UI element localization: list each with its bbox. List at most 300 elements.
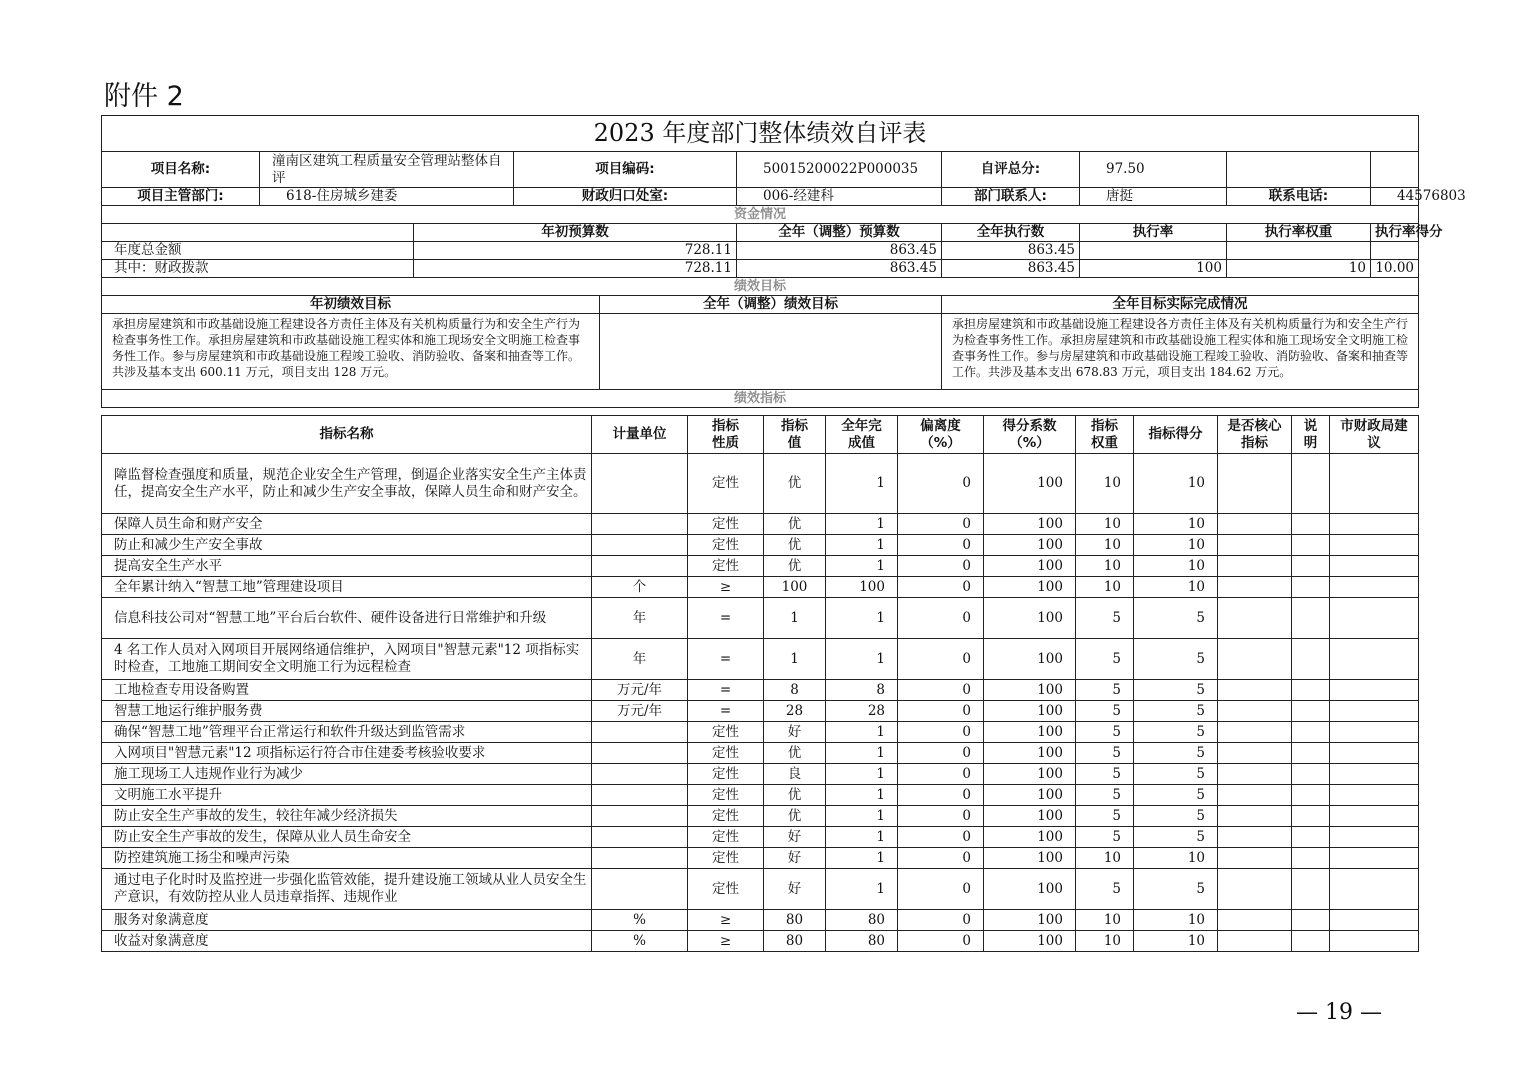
indicator-advice: [1330, 701, 1419, 722]
indicator-score: 10: [1134, 910, 1218, 931]
indicator-unit: [592, 848, 688, 869]
indicator-core: [1218, 848, 1292, 869]
indicator-note: [1292, 514, 1330, 535]
indicator-nature: 定性: [688, 556, 764, 577]
indicator-target: 优: [764, 806, 826, 827]
indicator-weight: 5: [1076, 722, 1134, 743]
indicator-deviation: 0: [898, 680, 984, 701]
indicator-coef: 100: [984, 722, 1076, 743]
indicator-note: [1292, 806, 1330, 827]
indicator-note: [1292, 680, 1330, 701]
indicator-unit: [592, 722, 688, 743]
indicator-deviation: 0: [898, 454, 984, 514]
funds-cell: 100: [1080, 260, 1227, 278]
phone-label: 联系电话:: [1227, 188, 1371, 206]
indicator-deviation: 0: [898, 806, 984, 827]
indicator-name: 障监督检查强度和质量，规范企业安全生产管理，倒逼企业落实安全生产主体责任，提高安全生产水平，防止和减少生产安全事故，保障人员生命和财产安全。: [102, 454, 592, 514]
indicator-header-score: 指标得分: [1134, 416, 1218, 454]
indicator-header-target: 指标值: [764, 416, 826, 454]
indicator-score: 10: [1134, 556, 1218, 577]
indicator-score: 10: [1134, 848, 1218, 869]
indicator-core: [1218, 639, 1292, 680]
finance-label: 财政归口处室:: [514, 188, 737, 206]
indicator-note: [1292, 701, 1330, 722]
indicator-core: [1218, 514, 1292, 535]
indicator-deviation: 0: [898, 535, 984, 556]
indicator-note: [1292, 827, 1330, 848]
indicator-row: [102, 680, 1419, 701]
attachment-label: 附件 2: [104, 81, 184, 112]
indicator-score: 5: [1134, 785, 1218, 806]
indicator-target: 优: [764, 556, 826, 577]
indicator-note: [1292, 639, 1330, 680]
indicator-row: [102, 827, 1419, 848]
indicator-target: 优: [764, 743, 826, 764]
indicator-row: [102, 639, 1419, 680]
indicator-header-deviation: 偏离度（%）: [898, 416, 984, 454]
funds-cell: 863.45: [942, 242, 1080, 260]
indicator-name: 提高安全生产水平: [102, 556, 592, 577]
indicator-nature: =: [688, 639, 764, 680]
indicator-nature: 定性: [688, 514, 764, 535]
indicators-section-title: 绩效指标: [102, 390, 1419, 408]
indicator-score: 5: [1134, 722, 1218, 743]
indicator-advice: [1330, 680, 1419, 701]
indicator-nature: 定性: [688, 848, 764, 869]
indicator-header-name: 指标名称: [102, 416, 592, 454]
goals-header-initial: 年初绩效目标: [102, 296, 600, 314]
indicator-header-weight: 指标权重: [1076, 416, 1134, 454]
indicator-row: [102, 869, 1419, 910]
indicator-name: 通过电子化时时及监控进一步强化监管效能，提升建设施工领域从业人员安全生产意识，有效防控从业人员违章指挥、违规作业: [102, 869, 592, 910]
indicator-name: 入网项目"智慧元素"12 项指标运行符合市住建委考核验收要求: [102, 743, 592, 764]
funds-header-score: 执行率得分: [1371, 224, 1419, 242]
indicator-actual: 1: [826, 598, 898, 639]
indicator-row: [102, 848, 1419, 869]
goals-actual-text: 承担房屋建筑和市政基础设施工程建设各方责任主体及有关机构质量行为和安全生产行为检查事务性工作。承担房屋建筑和市政基础设施工程实体和施工现场安全文明施工检查事务性工作。参与房屋建筑和市政基础设施工程竣工验收、消防验收、备案和抽查等工作。共涉及基本支出 678.83 万元，项目支出 184.62 万元。: [942, 314, 1419, 390]
indicator-unit: %: [592, 931, 688, 952]
indicator-actual: 80: [826, 931, 898, 952]
indicator-core: [1218, 806, 1292, 827]
indicator-note: [1292, 743, 1330, 764]
score-value: 97.50: [1080, 152, 1227, 188]
indicator-deviation: 0: [898, 931, 984, 952]
indicator-note: [1292, 848, 1330, 869]
indicator-advice: [1330, 514, 1419, 535]
indicator-name: 防止安全生产事故的发生，较往年减少经济损失: [102, 806, 592, 827]
indicator-actual: 1: [826, 722, 898, 743]
indicator-coef: 100: [984, 785, 1076, 806]
indicator-row: [102, 910, 1419, 931]
indicator-nature: ≥: [688, 577, 764, 598]
indicator-target: 好: [764, 869, 826, 910]
indicator-target: 好: [764, 722, 826, 743]
indicator-deviation: 0: [898, 514, 984, 535]
indicator-advice: [1330, 722, 1419, 743]
indicator-actual: 80: [826, 910, 898, 931]
indicator-row: [102, 743, 1419, 764]
indicator-deviation: 0: [898, 577, 984, 598]
funds-cell: 863.45: [737, 260, 942, 278]
indicator-advice: [1330, 556, 1419, 577]
indicator-nature: 定性: [688, 869, 764, 910]
indicator-deviation: 0: [898, 722, 984, 743]
indicator-note: [1292, 785, 1330, 806]
indicator-advice: [1330, 910, 1419, 931]
goals-section-title: 绩效目标: [102, 278, 1419, 296]
indicator-note: [1292, 764, 1330, 785]
indicator-target: 优: [764, 514, 826, 535]
indicator-nature: ≥: [688, 910, 764, 931]
indicator-advice: [1330, 743, 1419, 764]
indicator-deviation: 0: [898, 639, 984, 680]
indicator-unit: 年: [592, 639, 688, 680]
indicator-nature: =: [688, 701, 764, 722]
indicator-actual: 1: [826, 454, 898, 514]
indicator-core: [1218, 556, 1292, 577]
indicator-advice: [1330, 848, 1419, 869]
indicator-score: 5: [1134, 598, 1218, 639]
indicator-target: 1: [764, 639, 826, 680]
indicator-target: 100: [764, 577, 826, 598]
indicator-row: [102, 514, 1419, 535]
indicator-name: 确保“智慧工地”管理平台正常运行和软件升级达到监管需求: [102, 722, 592, 743]
indicator-actual: 1: [826, 785, 898, 806]
indicator-score: 10: [1134, 514, 1218, 535]
indicator-score: 10: [1134, 931, 1218, 952]
funds-row: [102, 242, 1419, 260]
indicator-actual: 1: [826, 764, 898, 785]
indicator-name: 防止和减少生产安全事故: [102, 535, 592, 556]
indicator-advice: [1330, 827, 1419, 848]
indicator-advice: [1330, 806, 1419, 827]
indicator-deviation: 0: [898, 785, 984, 806]
indicator-unit: [592, 454, 688, 514]
goals-adjusted-text: [600, 314, 942, 390]
indicator-actual: 1: [826, 806, 898, 827]
funds-cell: [1080, 242, 1227, 260]
indicator-unit: [592, 827, 688, 848]
indicator-note: [1292, 869, 1330, 910]
funds-cell: 10.00: [1371, 260, 1419, 278]
indicator-nature: 定性: [688, 535, 764, 556]
indicator-coef: 100: [984, 556, 1076, 577]
indicator-name: 施工现场工人违规作业行为减少: [102, 764, 592, 785]
indicator-target: 80: [764, 910, 826, 931]
indicator-note: [1292, 556, 1330, 577]
indicator-target: 优: [764, 454, 826, 514]
indicator-unit: [592, 869, 688, 910]
indicator-core: [1218, 701, 1292, 722]
summary-table: [101, 115, 1466, 408]
indicator-unit: [592, 535, 688, 556]
indicator-name: 服务对象满意度: [102, 910, 592, 931]
indicator-header-note: 说明: [1292, 416, 1330, 454]
indicator-actual: 1: [826, 639, 898, 680]
indicator-core: [1218, 680, 1292, 701]
indicator-advice: [1330, 785, 1419, 806]
indicator-name: 全年累计纳入“智慧工地”管理建设项目: [102, 577, 592, 598]
indicator-unit: [592, 514, 688, 535]
indicator-deviation: 0: [898, 701, 984, 722]
funds-header-rate: 执行率: [1080, 224, 1227, 242]
funds-cell: [1371, 242, 1419, 260]
indicator-actual: 1: [826, 848, 898, 869]
page-title: 2023 年度部门整体绩效自评表: [102, 116, 1419, 152]
funds-cell: 728.11: [414, 242, 737, 260]
funds-header-adjusted: 全年（调整）预算数: [737, 224, 942, 242]
goals-initial-text: 承担房屋建筑和市政基础设施工程建设各方责任主体及有关机构质量行为和安全生产行为检查事务性工作。承担房屋建筑和市政基础设施工程实体和施工现场安全文明施工检查事务性工作。参与房屋建筑和市政基础设施工程竣工验收、消防验收、备案和抽查等工作。共涉及基本支出 600.11 万元，项目支出 128 万元。: [102, 314, 600, 390]
indicator-row: [102, 701, 1419, 722]
indicator-nature: 定性: [688, 827, 764, 848]
indicator-name: 保障人员生命和财产安全: [102, 514, 592, 535]
indicator-advice: [1330, 454, 1419, 514]
indicator-target: 80: [764, 931, 826, 952]
dept-label: 项目主管部门:: [102, 188, 260, 206]
indicator-coef: 100: [984, 514, 1076, 535]
indicator-core: [1218, 743, 1292, 764]
indicator-score: 5: [1134, 743, 1218, 764]
indicator-deviation: 0: [898, 910, 984, 931]
indicator-actual: 1: [826, 535, 898, 556]
indicator-core: [1218, 827, 1292, 848]
indicator-advice: [1330, 535, 1419, 556]
indicator-deviation: 0: [898, 743, 984, 764]
goals-header-adjusted: 全年（调整）绩效目标: [600, 296, 942, 314]
indicator-row: [102, 722, 1419, 743]
indicator-note: [1292, 931, 1330, 952]
indicator-deviation: 0: [898, 598, 984, 639]
indicator-name: 防止安全生产事故的发生，保障从业人员生命安全: [102, 827, 592, 848]
indicator-weight: 10: [1076, 535, 1134, 556]
project-name-value: 潼南区建筑工程质量安全管理站整体自评: [260, 152, 514, 188]
indicator-name: 防控建筑施工扬尘和噪声污染: [102, 848, 592, 869]
indicator-target: 1: [764, 598, 826, 639]
indicator-unit: [592, 556, 688, 577]
project-code-label: 项目编码:: [514, 152, 737, 188]
indicator-coef: 100: [984, 869, 1076, 910]
indicator-coef: 100: [984, 910, 1076, 931]
indicator-name: 4 名工作人员对入网项目开展网络通信维护，入网项目"智慧元素"12 项指标实时检查，工地施工期间安全文明施工行为远程检查: [102, 639, 592, 680]
indicator-target: 优: [764, 785, 826, 806]
indicator-name: 收益对象满意度: [102, 931, 592, 952]
funds-row-label: 年度总金额: [102, 242, 414, 260]
indicator-advice: [1330, 869, 1419, 910]
indicator-unit: [592, 764, 688, 785]
indicator-nature: =: [688, 598, 764, 639]
indicator-weight: 5: [1076, 764, 1134, 785]
indicator-weight: 10: [1076, 931, 1134, 952]
indicator-core: [1218, 785, 1292, 806]
indicator-target: 好: [764, 827, 826, 848]
indicator-header-actual: 全年完成值: [826, 416, 898, 454]
project-code-value: 50015200022P000035: [737, 152, 942, 188]
indicator-target: 28: [764, 701, 826, 722]
indicator-actual: 100: [826, 577, 898, 598]
indicator-actual: 1: [826, 556, 898, 577]
indicator-unit: 万元/年: [592, 680, 688, 701]
funds-cell: 863.45: [942, 260, 1080, 278]
indicator-weight: 5: [1076, 680, 1134, 701]
indicator-weight: 5: [1076, 827, 1134, 848]
indicator-row: [102, 556, 1419, 577]
indicator-score: 5: [1134, 869, 1218, 910]
contact-value: 唐挺: [1080, 188, 1227, 206]
indicator-unit: [592, 743, 688, 764]
indicator-row: [102, 806, 1419, 827]
indicator-coef: 100: [984, 848, 1076, 869]
indicator-note: [1292, 910, 1330, 931]
indicator-unit: [592, 785, 688, 806]
indicator-core: [1218, 722, 1292, 743]
indicator-weight: 5: [1076, 869, 1134, 910]
indicator-row: [102, 577, 1419, 598]
indicator-score: 10: [1134, 577, 1218, 598]
indicator-actual: 28: [826, 701, 898, 722]
indicator-note: [1292, 598, 1330, 639]
indicator-note: [1292, 535, 1330, 556]
indicator-header-core: 是否核心指标: [1218, 416, 1292, 454]
dept-value: 618-住房城乡建委: [260, 188, 514, 206]
indicator-name: 智慧工地运行维护服务费: [102, 701, 592, 722]
indicator-actual: 8: [826, 680, 898, 701]
indicator-advice: [1330, 931, 1419, 952]
indicator-note: [1292, 577, 1330, 598]
indicator-actual: 1: [826, 743, 898, 764]
indicator-nature: 定性: [688, 806, 764, 827]
funds-header-weight: 执行率权重: [1227, 224, 1371, 242]
indicator-unit: [592, 806, 688, 827]
indicator-weight: 10: [1076, 910, 1134, 931]
indicator-core: [1218, 598, 1292, 639]
indicator-weight: 5: [1076, 598, 1134, 639]
indicator-note: [1292, 454, 1330, 514]
funds-row-label: 其中：财政拨款: [102, 260, 414, 278]
indicator-unit: 万元/年: [592, 701, 688, 722]
indicator-header-advice: 市财政局建议: [1330, 416, 1419, 454]
funds-cell: 728.11: [414, 260, 737, 278]
indicator-core: [1218, 910, 1292, 931]
indicator-coef: 100: [984, 827, 1076, 848]
funds-cell: 10: [1227, 260, 1371, 278]
indicator-unit: 个: [592, 577, 688, 598]
indicator-weight: 10: [1076, 577, 1134, 598]
indicator-deviation: 0: [898, 556, 984, 577]
indicator-coef: 100: [984, 680, 1076, 701]
indicator-header-unit: 计量单位: [592, 416, 688, 454]
indicator-advice: [1330, 764, 1419, 785]
indicator-row: [102, 764, 1419, 785]
indicator-deviation: 0: [898, 848, 984, 869]
funds-cell: 863.45: [737, 242, 942, 260]
indicator-name: 信息科技公司对“智慧工地”平台后台软件、硬件设备进行日常维护和升级: [102, 598, 592, 639]
funds-row: [102, 260, 1419, 278]
indicator-note: [1292, 722, 1330, 743]
funds-cell: [1227, 242, 1371, 260]
indicator-unit: 年: [592, 598, 688, 639]
indicator-deviation: 0: [898, 827, 984, 848]
indicator-actual: 1: [826, 514, 898, 535]
indicator-score: 5: [1134, 827, 1218, 848]
indicator-core: [1218, 577, 1292, 598]
contact-label: 部门联系人:: [942, 188, 1080, 206]
indicator-score: 5: [1134, 764, 1218, 785]
indicator-name: 文明施工水平提升: [102, 785, 592, 806]
indicator-core: [1218, 454, 1292, 514]
indicator-core: [1218, 869, 1292, 910]
indicator-row: [102, 454, 1419, 514]
indicator-coef: 100: [984, 743, 1076, 764]
indicator-advice: [1330, 639, 1419, 680]
indicator-unit: %: [592, 910, 688, 931]
goals-header-actual: 全年目标实际完成情况: [942, 296, 1419, 314]
indicator-header-nature: 指标性质: [688, 416, 764, 454]
indicator-nature: 定性: [688, 785, 764, 806]
indicator-target: 良: [764, 764, 826, 785]
phone-value: 44576803: [1371, 188, 1419, 206]
indicator-nature: 定性: [688, 743, 764, 764]
indicator-advice: [1330, 598, 1419, 639]
indicator-nature: 定性: [688, 454, 764, 514]
indicator-score: 5: [1134, 701, 1218, 722]
indicator-coef: 100: [984, 454, 1076, 514]
indicator-score: 5: [1134, 680, 1218, 701]
indicator-coef: 100: [984, 598, 1076, 639]
indicator-coef: 100: [984, 639, 1076, 680]
indicator-row: [102, 785, 1419, 806]
indicator-nature: 定性: [688, 722, 764, 743]
indicator-weight: 10: [1076, 514, 1134, 535]
indicator-core: [1218, 535, 1292, 556]
indicator-nature: ≥: [688, 931, 764, 952]
funds-section-title: 资金情况: [102, 206, 1419, 224]
indicator-weight: 10: [1076, 556, 1134, 577]
score-label: 自评总分:: [942, 152, 1080, 188]
indicator-weight: 10: [1076, 454, 1134, 514]
indicator-actual: 1: [826, 827, 898, 848]
indicator-score: 5: [1134, 639, 1218, 680]
indicator-nature: 定性: [688, 764, 764, 785]
indicator-target: 优: [764, 535, 826, 556]
funds-header-initial: 年初预算数: [414, 224, 737, 242]
funds-header-executed: 全年执行数: [942, 224, 1080, 242]
indicator-deviation: 0: [898, 869, 984, 910]
indicator-weight: 5: [1076, 701, 1134, 722]
indicator-target: 8: [764, 680, 826, 701]
indicator-score: 10: [1134, 535, 1218, 556]
indicator-name: 工地检查专用设备购置: [102, 680, 592, 701]
indicator-coef: 100: [984, 535, 1076, 556]
indicator-row: [102, 598, 1419, 639]
indicator-core: [1218, 931, 1292, 952]
indicator-header-coef: 得分系数（%）: [984, 416, 1076, 454]
indicator-row: [102, 931, 1419, 952]
indicator-coef: 100: [984, 806, 1076, 827]
indicator-score: 5: [1134, 806, 1218, 827]
indicator-coef: 100: [984, 764, 1076, 785]
finance-value: 006-经建科: [737, 188, 942, 206]
indicator-actual: 1: [826, 869, 898, 910]
indicator-deviation: 0: [898, 764, 984, 785]
indicator-coef: 100: [984, 701, 1076, 722]
indicator-weight: 5: [1076, 743, 1134, 764]
indicator-weight: 5: [1076, 806, 1134, 827]
indicator-weight: 10: [1076, 848, 1134, 869]
indicator-nature: =: [688, 680, 764, 701]
indicator-row: [102, 535, 1419, 556]
indicator-coef: 100: [984, 931, 1076, 952]
page-number: — 19 —: [1296, 1000, 1382, 1025]
